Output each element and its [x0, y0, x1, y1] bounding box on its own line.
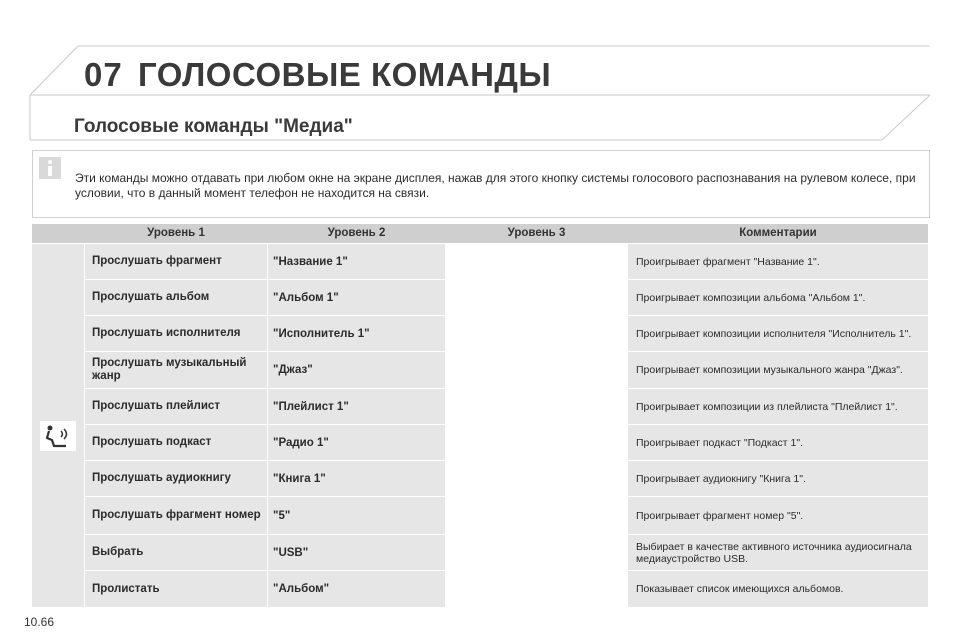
cell-level2: "Альбом": [273, 583, 330, 595]
info-icon: [39, 157, 61, 179]
cell-level2: "Альбом 1": [273, 291, 339, 304]
chapter-title: ГОЛОСОВЫЕ КОМАНДЫ: [138, 56, 552, 93]
table-row: [85, 461, 928, 496]
section-title: Голосовые команды "Медиа": [74, 116, 353, 137]
cell-comment: Проигрывает композиции альбома "Альбом 1".: [636, 291, 866, 304]
cell-level3: [446, 497, 627, 534]
column-header-level3: Уровень 3: [507, 227, 566, 239]
table-row: [85, 571, 928, 607]
cell-comment: Выбирает в качестве активного источника аудиосигнала медиаустройство USB.: [636, 540, 912, 565]
info-box: [32, 150, 930, 218]
table-row: [85, 535, 928, 570]
voice-commands-table: [32, 224, 928, 607]
cell-comment: Проигрывает фрагмент "Название 1".: [636, 255, 820, 268]
cell-level2: "5": [273, 509, 291, 522]
info-text: Эти команды можно отдавать при любом окне на экране дисплея, нажав для этого кнопку системы голосового распознавания на рулевом колесе, при условии, что в данный момент телефон не находится на связи.: [75, 171, 916, 200]
cell-level2: "Книга 1": [273, 472, 326, 485]
voice-command-icon: [40, 421, 76, 451]
cell-level3: [446, 389, 627, 424]
table-row: [85, 389, 928, 424]
cell-level3: [446, 316, 627, 351]
cell-level3: [446, 244, 627, 279]
cell-comment: Проигрывает композиции из плейлиста "Плейлист 1".: [636, 400, 898, 413]
chapter-number: 07: [84, 56, 123, 93]
cell-level1: Прослушать аудиокнигу: [92, 472, 231, 484]
cell-level2: "Название 1": [273, 255, 348, 268]
cell-level1: Прослушать подкаст: [92, 436, 212, 448]
cell-comment: Проигрывает композиции исполнителя "Исполнитель 1".: [636, 327, 912, 340]
cell-level1: Прослушать исполнителя: [92, 327, 241, 339]
cell-level1: Выбрать: [92, 546, 144, 558]
table-row: [85, 280, 928, 315]
cell-level2: "Плейлист 1": [273, 400, 349, 413]
cell-level3: [446, 280, 627, 315]
icon-column: [32, 244, 84, 607]
cell-level1: Прослушать фрагмент: [92, 255, 222, 267]
cell-level1: Пролистать: [92, 582, 160, 595]
cell-level3: [446, 571, 627, 607]
cell-level1: Прослушать альбом: [92, 291, 210, 303]
table-row: [85, 244, 928, 279]
cell-level3: [446, 461, 627, 496]
cell-level1: Прослушать плейлист: [92, 400, 220, 412]
cell-level3: [446, 535, 627, 570]
table-row: [85, 425, 928, 460]
table-row: [85, 497, 928, 534]
cell-comment: Показывает список имеющихся альбомов.: [636, 583, 844, 595]
cell-level2: "Джаз": [273, 364, 313, 376]
column-header-comments: Комментарии: [739, 227, 817, 239]
table-row: [85, 316, 928, 351]
cell-comment: Проигрывает подкаст "Подкаст 1".: [636, 436, 804, 449]
cell-level1: Прослушать музыкальный жанр: [92, 357, 247, 382]
cell-comment: Проигрывает фрагмент номер "5".: [636, 509, 804, 522]
column-header-level1: Уровень 1: [147, 227, 205, 239]
cell-level1: Прослушать фрагмент номер: [92, 509, 261, 521]
cell-level3: [446, 425, 627, 460]
cell-level2: "Исполнитель 1": [273, 327, 370, 340]
table-header: [32, 224, 928, 243]
cell-level3: [446, 352, 627, 388]
cell-comment: Проигрывает аудиокнигу "Книга 1".: [636, 472, 806, 485]
cell-comment: Проигрывает композиции музыкального жанра "Джаз".: [636, 364, 903, 376]
page-number: 10.66: [24, 615, 55, 629]
cell-level2: "USB": [273, 546, 309, 559]
table-row: [85, 352, 928, 388]
column-header-level2: Уровень 2: [327, 227, 386, 239]
cell-level2: "Радио 1": [273, 436, 329, 449]
